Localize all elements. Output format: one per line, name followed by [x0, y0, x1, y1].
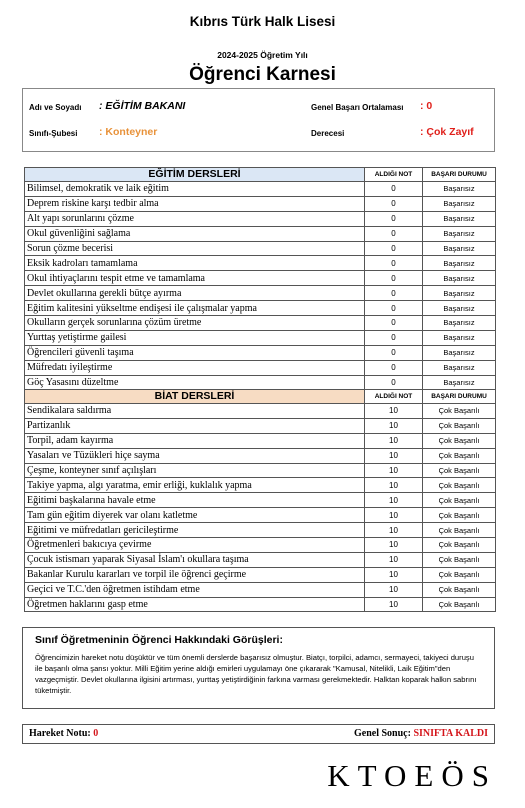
grade-column-header: ALDIĞI NOT — [365, 168, 423, 182]
course-name: Bakanlar Kurulu kararları ve torpil ile öğrenci geçirme — [25, 567, 365, 582]
course-status: Başarısız — [423, 226, 496, 241]
table-row — [25, 182, 496, 197]
course-grade: 0 — [365, 375, 423, 390]
course-name: Tam gün eğitim diyerek var olanı katletme — [25, 508, 365, 523]
course-status: Çok Başarılı — [423, 538, 496, 553]
school-name: Kıbrıs Türk Halk Lisesi — [189, 14, 336, 29]
table-row — [25, 241, 496, 256]
table-header-row — [25, 168, 496, 182]
table-row — [25, 196, 496, 211]
course-grade: 10 — [365, 433, 423, 448]
course-name: Okul güvenliğini sağlama — [25, 226, 365, 241]
course-grade: 10 — [365, 552, 423, 567]
course-name: Sendikalara saldırma — [25, 404, 365, 419]
grade-label: Derecesi — [311, 129, 345, 138]
table-row — [25, 567, 496, 582]
course-grade: 0 — [365, 256, 423, 271]
course-name: Yurttaş yetiştirme gailesi — [25, 330, 365, 345]
course-name: Sorun çözme becerisi — [25, 241, 365, 256]
course-name: Çeşme, konteyner sınıf açılışları — [25, 463, 365, 478]
table-row — [25, 508, 496, 523]
remarks-heading: Sınıf Öğretmeninin Öğrenci Hakkındaki Görüşleri: — [35, 634, 283, 646]
teacher-remarks-box — [22, 627, 495, 709]
table-row — [25, 493, 496, 508]
course-name: Devlet okullarına gerekli bütçe ayırma — [25, 286, 365, 301]
course-grade: 0 — [365, 271, 423, 286]
table-row — [25, 316, 496, 331]
table-row — [25, 538, 496, 553]
course-grade: 10 — [365, 478, 423, 493]
status-column-header: BAŞARI DURUMU — [423, 390, 496, 404]
result-label: Genel Sonuç: — [353, 728, 411, 739]
course-grade: 0 — [365, 196, 423, 211]
course-status: Başarısız — [423, 301, 496, 316]
course-grade: 0 — [365, 301, 423, 316]
table-row — [25, 552, 496, 567]
course-status: Çok Başarılı — [423, 478, 496, 493]
course-grade: 10 — [365, 493, 423, 508]
table-row — [25, 330, 496, 345]
course-name: Yasaları ve Tüzükleri hiçe sayma — [25, 448, 365, 463]
table-row — [25, 404, 496, 419]
course-grade: 0 — [365, 286, 423, 301]
table-row — [25, 256, 496, 271]
course-grade: 10 — [365, 523, 423, 538]
course-grade: 10 — [365, 538, 423, 553]
gpa-value: : 0 — [420, 100, 433, 112]
table-row — [25, 301, 496, 316]
course-name: Okulların gerçek sorunlarına çözüm üretme — [25, 316, 365, 331]
course-status: Başarısız — [423, 330, 496, 345]
course-name: Takiye yapma, algı yaratma, emir erliği, kuklalık yapma — [25, 478, 365, 493]
remarks-text: Öğrencimizin hareket notu düşüktür ve tüm önemli derslerde başarısız olmuştur. Biatçı, torpilci, adamcı, sermayeci, takiyeci duruşu ile başarılı olma şansı yoktur. Milli Eğitim yerine aldığı emirleri uygulamayı öne çıkararak "Kamusal, Nitelikli, Laik Eğitim"den vazgeçmiştir. Devlet okullarına ilgisini artırması, yurttaş yetiştirdiğinin farkına varması gerekmektedir. Halktan koparak halkın sabrını tüketmiştir. — [35, 653, 477, 695]
course-grade: 0 — [365, 316, 423, 331]
course-status: Başarısız — [423, 375, 496, 390]
course-grade: 10 — [365, 404, 423, 419]
course-name: Okul ihtiyaçlarını tespit etme ve tamamlama — [25, 271, 365, 286]
course-name: Partizanlık — [25, 418, 365, 433]
conduct-grade — [29, 728, 98, 739]
course-status: Çok Başarılı — [423, 508, 496, 523]
table-row — [25, 286, 496, 301]
conduct-value: 0 — [93, 728, 99, 739]
course-grade: 10 — [365, 597, 423, 612]
course-grade: 10 — [365, 418, 423, 433]
course-status: Başarısız — [423, 182, 496, 197]
course-status: Başarısız — [423, 286, 496, 301]
class-label: Sınıfı-Şubesi — [29, 129, 78, 138]
course-status: Başarısız — [423, 256, 496, 271]
table-row — [25, 523, 496, 538]
table-row — [25, 271, 496, 286]
course-status: Çok Başarılı — [423, 493, 496, 508]
course-grade: 0 — [365, 211, 423, 226]
course-name: Eğitim kalitesini yükseltme endişesi ile çalışmalar yapma — [25, 301, 365, 316]
table-row — [25, 211, 496, 226]
table-row — [25, 433, 496, 448]
section-title: EĞİTİM DERSLERİ — [25, 168, 365, 182]
grade-column-header: ALDIĞI NOT — [365, 390, 423, 404]
course-status: Başarısız — [423, 316, 496, 331]
course-grade: 0 — [365, 330, 423, 345]
table-row — [25, 448, 496, 463]
academic-year: 2024-2025 Öğretim Yılı — [217, 50, 308, 60]
course-grade: 0 — [365, 360, 423, 375]
course-grade: 10 — [365, 463, 423, 478]
table-row — [25, 597, 496, 612]
table-row — [25, 226, 496, 241]
name-value: : EĞİTİM BAKANI — [99, 100, 186, 112]
result-footer — [22, 724, 495, 744]
course-status: Çok Başarılı — [423, 463, 496, 478]
course-name: Göç Yasasını düzeltme — [25, 375, 365, 390]
course-name: Eğitimi başkalarına havale etme — [25, 493, 365, 508]
course-grade: 10 — [365, 508, 423, 523]
name-label: Adı ve Soyadı — [29, 103, 82, 112]
table-row — [25, 463, 496, 478]
course-grade: 10 — [365, 567, 423, 582]
status-column-header: BAŞARI DURUMU — [423, 168, 496, 182]
course-name: Öğrencileri güvenli taşıma — [25, 345, 365, 360]
course-status: Çok Başarılı — [423, 567, 496, 582]
course-status: Çok Başarılı — [423, 552, 496, 567]
conduct-label: Hareket Notu: — [29, 728, 91, 739]
grade-value: : Çok Zayıf — [420, 126, 474, 138]
course-grade: 0 — [365, 241, 423, 256]
course-status: Çok Başarılı — [423, 433, 496, 448]
table-row — [25, 418, 496, 433]
course-status: Çok Başarılı — [423, 404, 496, 419]
result-value: SINIFTA KALDI — [413, 728, 488, 739]
course-status: Çok Başarılı — [423, 597, 496, 612]
section-title: BİAT DERSLERİ — [25, 390, 365, 404]
course-status: Başarısız — [423, 360, 496, 375]
table-header-row — [25, 390, 496, 404]
education-courses-table — [24, 167, 496, 390]
course-status: Çok Başarılı — [423, 582, 496, 597]
course-name: Deprem riskine karşı tedbir alma — [25, 196, 365, 211]
course-name: Eğitimi ve müfredatları gericileştirme — [25, 523, 365, 538]
course-grade: 10 — [365, 582, 423, 597]
union-signature: KTOEÖS — [327, 758, 497, 793]
course-name: Müfredatı iyileştirme — [25, 360, 365, 375]
biat-courses-table — [24, 389, 496, 612]
course-name: Öğretmen haklarını gasp etme — [25, 597, 365, 612]
course-name: Alt yapı sorunlarını çözme — [25, 211, 365, 226]
course-status: Çok Başarılı — [423, 418, 496, 433]
course-status: Çok Başarılı — [423, 523, 496, 538]
course-name: Torpil, adam kayırma — [25, 433, 365, 448]
table-row — [25, 360, 496, 375]
table-row — [25, 375, 496, 390]
course-name: Geçici ve T.C.'den öğretmen istihdam etme — [25, 582, 365, 597]
course-name: Öğretmenleri bakıcıya çevirme — [25, 538, 365, 553]
course-grade: 0 — [365, 182, 423, 197]
student-info-box — [22, 88, 495, 152]
course-name: Çocuk istismarı yaparak Siyasal İslam'ı okullara taşıma — [25, 552, 365, 567]
course-grade: 0 — [365, 345, 423, 360]
table-row — [25, 582, 496, 597]
course-status: Başarısız — [423, 271, 496, 286]
course-status: Başarısız — [423, 211, 496, 226]
course-status: Çok Başarılı — [423, 448, 496, 463]
course-grade: 0 — [365, 226, 423, 241]
course-name: Bilimsel, demokratik ve laik eğitim — [25, 182, 365, 197]
table-row — [25, 345, 496, 360]
table-row — [25, 478, 496, 493]
course-status: Başarısız — [423, 345, 496, 360]
course-status: Başarısız — [423, 196, 496, 211]
class-value: : Konteyner — [99, 126, 158, 138]
overall-result — [354, 728, 488, 739]
gpa-label: Genel Başarı Ortalaması — [311, 103, 404, 112]
course-status: Başarısız — [423, 241, 496, 256]
report-card-title: Öğrenci Karnesi — [189, 64, 336, 85]
course-name: Eksik kadroları tamamlama — [25, 256, 365, 271]
course-grade: 10 — [365, 448, 423, 463]
